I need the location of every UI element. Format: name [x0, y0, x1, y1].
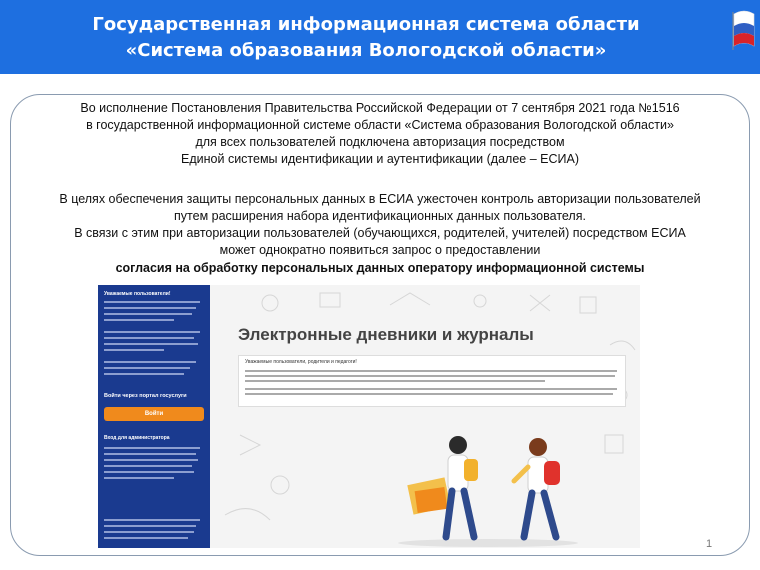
body-text-p2-line5: согласия на обработку персональных данных оператору информационной системы — [115, 261, 645, 275]
gosuslugi-login-button[interactable]: Войти — [104, 407, 204, 421]
header-banner — [0, 0, 760, 74]
panel-text-line — [104, 319, 174, 321]
panel-heading-3: Вход для администратора — [104, 435, 170, 441]
notice-box — [238, 355, 626, 407]
panel-text-line — [104, 537, 188, 539]
panel-text-line — [104, 313, 192, 315]
notice-text-line — [245, 370, 617, 372]
login-side-panel — [98, 285, 210, 548]
panel-text-line — [104, 477, 174, 479]
panel-text-line — [104, 349, 164, 351]
panel-text-line — [104, 337, 194, 339]
body-text-p2-line3: В связи с этим при авторизации пользователей (обучающихся, родителей, учителей) посредством ЕСИА — [74, 226, 686, 240]
panel-text-line — [104, 301, 200, 303]
page-number: 1 — [706, 538, 713, 550]
flag-logo-icon — [732, 6, 756, 50]
panel-text-line — [104, 373, 184, 375]
panel-text-line — [104, 307, 196, 309]
body-text-p2-line4: может однократно появиться запрос о предоставлении — [219, 243, 541, 257]
notice-text-line — [245, 380, 545, 382]
notice-text-line — [245, 393, 613, 395]
panel-heading-1: Уважаемые пользователи! — [104, 291, 171, 297]
panel-text-line — [104, 367, 190, 369]
students-illustration-icon — [388, 415, 588, 548]
notice-text-line — [245, 388, 617, 390]
header-title-line1: Государственная информационная система области — [92, 14, 640, 35]
panel-text-line — [104, 331, 200, 333]
panel-text-line — [104, 343, 198, 345]
body-text-p1-line3: для всех пользователей подключена авторизация посредством — [195, 135, 565, 149]
notice-text-line — [245, 375, 615, 377]
body-text-p2-line1: В целях обеспечения защиты персональных данных в ЕСИА ужесточен контроль авторизации пользователей — [59, 192, 701, 206]
panel-text-line — [104, 471, 194, 473]
header-title-line2: «Система образования Вологодской области» — [125, 40, 607, 61]
panel-text-line — [104, 453, 196, 455]
panel-text-line — [104, 465, 192, 467]
panel-text-line — [104, 531, 194, 533]
embedded-screenshot — [98, 285, 640, 548]
notice-heading: Уважаемые пользователи, родители и педагоги! — [245, 359, 357, 365]
panel-heading-2: Войти через портал госуслуги — [104, 393, 187, 399]
screenshot-title: Электронные дневники и журналы — [238, 325, 534, 344]
body-text-p1-line2: в государственной информационной системе области «Система образования Вологодской области» — [86, 118, 674, 132]
body-text-p2-line2: путем расширения набора идентификационных данных пользователя. — [174, 209, 586, 223]
panel-text-line — [104, 519, 200, 521]
panel-text-line — [104, 361, 196, 363]
body-text-p1-line1: Во исполнение Постановления Правительства Российской Федерации от 7 сентября 2021 года №1516 — [80, 101, 680, 115]
panel-text-line — [104, 447, 200, 449]
body-text-p1-line4: Единой системы идентификации и аутентификации (далее – ЕСИА) — [181, 152, 579, 166]
panel-text-line — [104, 459, 198, 461]
panel-text-line — [104, 525, 196, 527]
